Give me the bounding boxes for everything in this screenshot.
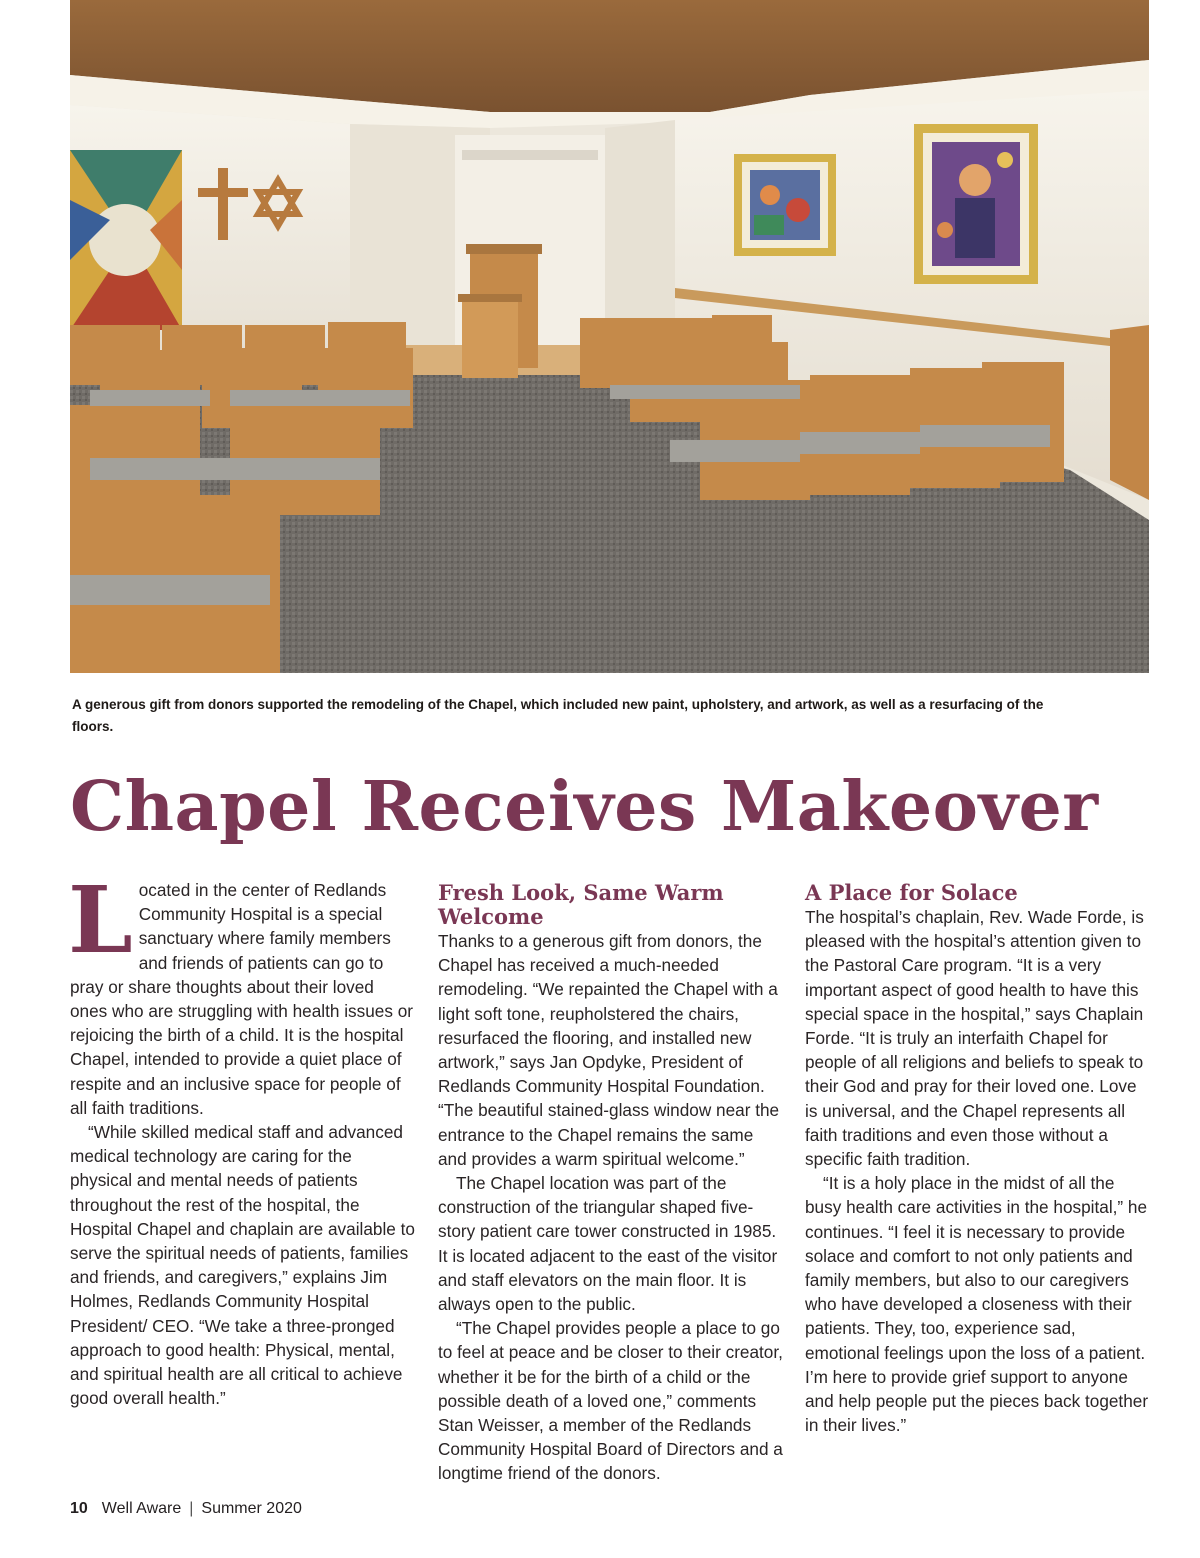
chapel-illustration [70, 0, 1149, 673]
paragraph: Thanks to a generous gift from donors, the Chapel has received a much-needed remodeling. “We repainted the Chapel with a light soft tone, reupholstered the chairs, resurfaced the flooring, and installed new artwork,” says Jan Opdyke, President of Redlands Community Hospital Foundation. “The beautiful stained-glass window near the entrance to the Chapel remains the same and provides a warm spiritual welcome.” [438, 931, 780, 1169]
drop-cap: L [68, 866, 133, 974]
headline: Chapel Receives Makeover [70, 767, 1099, 847]
chapel-photo [70, 0, 1149, 673]
subhead-fresh-look: Fresh Look, Same Warm Welcome [438, 880, 724, 929]
subhead-place-for-solace: A Place for Solace [805, 880, 1018, 905]
footer-separator: | [189, 1500, 194, 1517]
photo-caption: A generous gift from donors supported the remodeling of the Chapel, which included new paint, upholstery, and artwork, as well as a resurfacing of the floors. [72, 697, 1044, 734]
paragraph: The Chapel location was part of the construction of the triangular shaped five-story patient care tower constructed in 1985. It is located adjacent to the east of the visitor and staff elevators on the main floor. It is always open to the public. [438, 1173, 778, 1315]
page-number: 10 [70, 1500, 88, 1517]
publication-name: Well Aware [101, 1500, 182, 1517]
painting-left [734, 154, 836, 256]
cross [218, 168, 228, 240]
article-column-1 [68, 866, 415, 1410]
paragraph: The hospital’s chaplain, Rev. Wade Forde, is pleased with the hospital’s attention given to the Pastoral Care program. “It is a very important aspect of good health to have this special space in the hospital,” says Chaplain Forde. “It is truly an interfaith Chapel for people of all religions and beliefs to speak to their God and pray for their loved one. Love is universal, and the Chapel represents all faith traditions and even those without a specific faith tradition. [805, 907, 1144, 1170]
article-column-3 [805, 878, 1150, 1437]
page-footer [70, 1500, 302, 1518]
stained-glass-window [70, 150, 182, 330]
article-column-2 [438, 878, 783, 1486]
paragraph: “The Chapel provides people a place to go to feel at peace and be closer to their creator, whether it be for the birth of a child or the possible death of a loved one,” comments Stan Weisser, a member of the Redlands Community Hospital Board of Directors and a longtime friend of the donors. [438, 1318, 783, 1484]
paragraph: Located in the center of Redlands Community Hospital is a special sanctuary where family members and friends of patients can go to pray or share thoughts about their loved ones who are struggling with health issues or rejoicing the birth of a child. It is the hospital Chapel, intended to provide a quiet place of respite and an inclusive space for people of all faith traditions. [68, 866, 413, 1118]
paragraph: “While skilled medical staff and advanced medical technology are caring for the physical and mental needs of patients throughout the rest of the hospital, the Hospital Chapel and chaplain are available to serve the spiritual needs of patients, families and friends, and caregivers,” explains Jim Holmes, Redlands Community Hospital President/ CEO. “We take a three-pronged approach to good health: Physical, mental, and spiritual health are all critical to achieve good overall health.” [70, 1122, 415, 1409]
issue-date: Summer 2020 [201, 1500, 302, 1517]
lectern [458, 244, 542, 378]
paragraph: “It is a holy place in the midst of all the busy health care activities in the hospital,” he continues. “I feel it is necessary to provide solace and comfort to not only patients and family members, but also to our caregivers who have developed a closeness with their patients. They, too, experience sad, emotional feelings upon the loss of a patient. I’m here to provide grief support to anyone and help people put the pieces back together in their lives.” [805, 1173, 1149, 1436]
painting-right [914, 124, 1038, 284]
